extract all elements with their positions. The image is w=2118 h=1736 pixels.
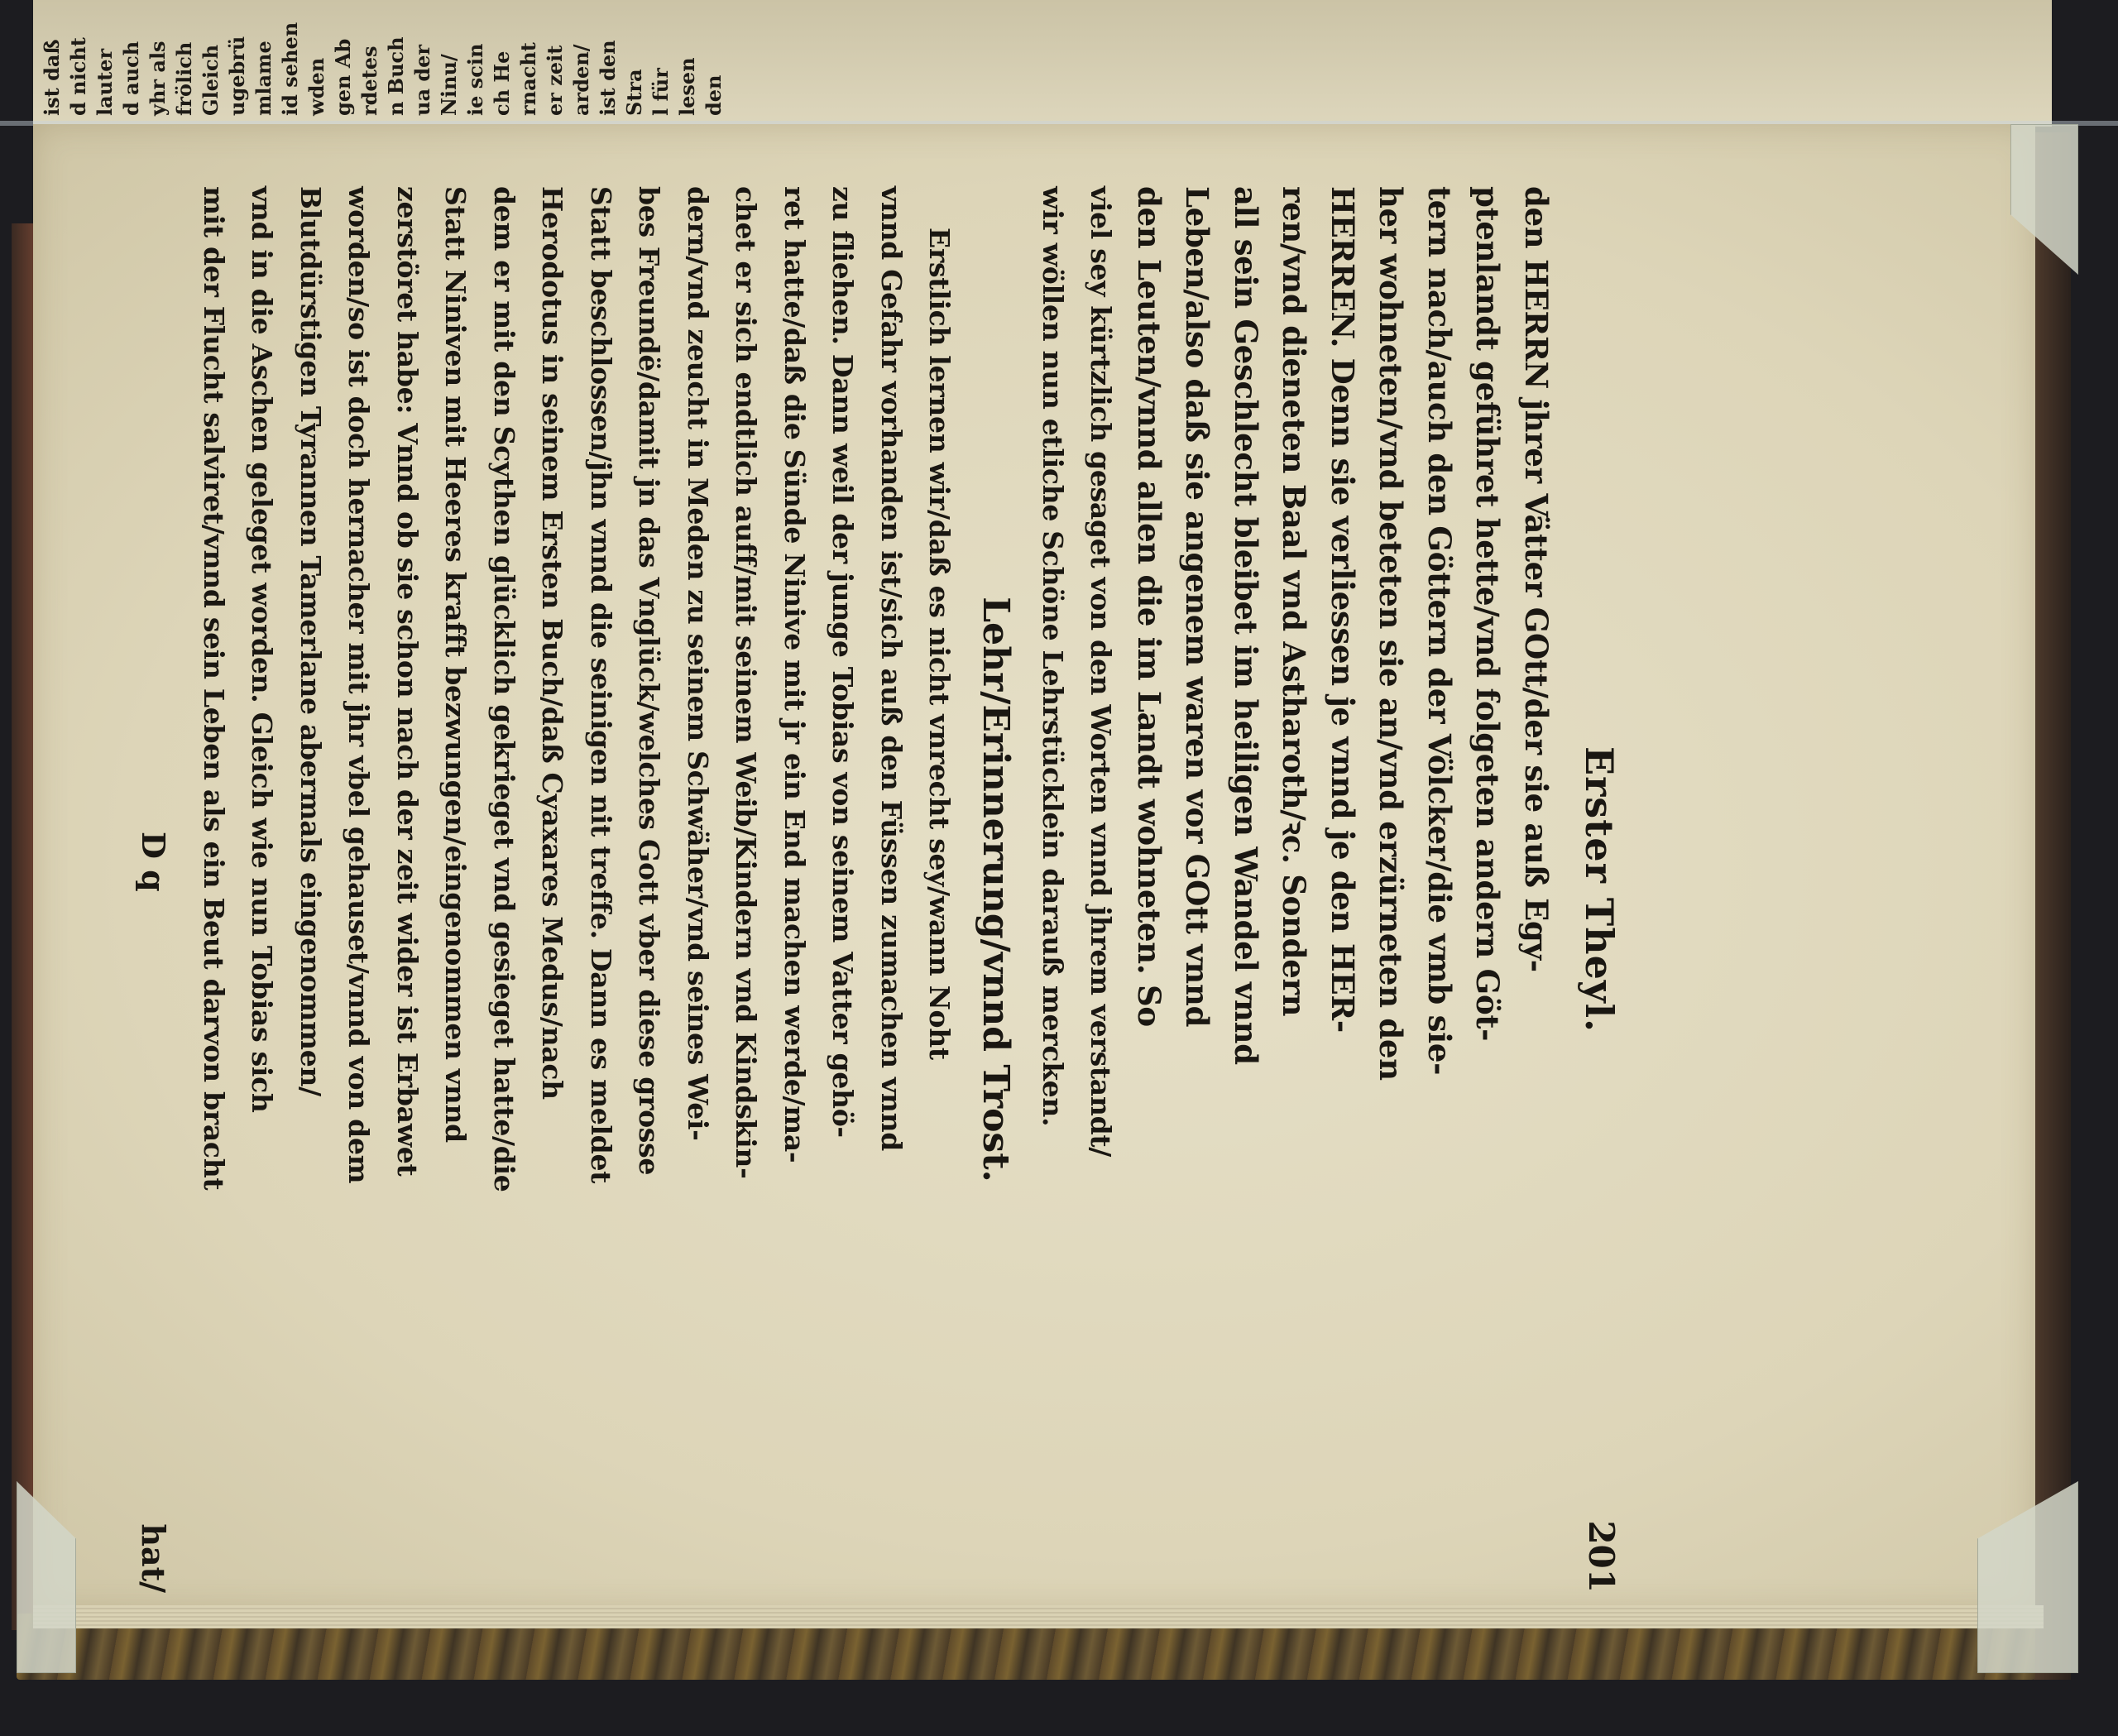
previous-page-fragment: Ninu/ <box>437 54 461 116</box>
page-text-block <box>135 186 1622 1593</box>
previous-page-fragment: ugebrü <box>225 36 249 116</box>
text-line: mit der Flucht salviret/vnnd sein Leben als ein Beut darvon bracht <box>198 186 230 1191</box>
text-line: Erstlich lernen wir/daß es nicht vnrecht sey/wann Noht <box>923 228 956 1060</box>
previous-page-fragment: d nicht <box>66 37 90 116</box>
previous-page-fragment: yhr als <box>146 41 170 116</box>
previous-page-fragment: ua der <box>410 44 434 116</box>
text-line: Blutdürstigen Tyrannen Tamerlane abermals eingenommen/ <box>295 186 327 1096</box>
previous-page-fragment: l für <box>649 68 673 116</box>
previous-page-fragment: wden <box>304 57 328 116</box>
text-line: ret hatte/daß die Sünde Ninive mit jr ein End machen werde/ma- <box>779 186 811 1163</box>
text-line: Leben/also daß sie angenem waren vor GOtt vnnd <box>1179 186 1216 1028</box>
text-line: ren/vnd dieneten Baal vnd Astharoth/ꝛc. Sondern <box>1276 186 1313 1017</box>
previous-page-fragment: ch He <box>490 50 514 116</box>
running-head: Erster Theyl. <box>1577 746 1622 1033</box>
previous-page-fragment: ist daß <box>40 39 64 116</box>
previous-page-fragment: den <box>702 74 726 116</box>
previous-page-fragment: n Buch <box>384 36 408 116</box>
text-line: Statt Niniven mit Heeres krafft bezwungen/eingenommen vnnd <box>439 186 472 1143</box>
text-line: HERREN. Denn sie verliessen je vnnd je den HER- <box>1325 186 1361 1033</box>
book-cover-right-edge <box>2034 132 2071 1680</box>
text-line: vnnd Gefahr vorhanden ist/sich auß den Füssen zumachen vnnd <box>875 186 908 1152</box>
text-line: zu fliehen. Dann weil der junge Tobias von seinem Vatter gehö- <box>827 186 860 1138</box>
text-line: den Leuten/vnnd allen die im Landt wohneten. So <box>1131 186 1167 1027</box>
page-footer <box>123 186 173 1593</box>
text-line: her wohneten/vnd beteten sie an/vnd erzürneten den <box>1373 186 1410 1081</box>
text-line: tern nach/auch den Göttern der Völcker/die vmb sie- <box>1421 186 1458 1076</box>
text-line: Herodotus in seinem Ersten Buch/daß Cyaxares Medus/nach <box>536 186 569 1100</box>
text-line: wir wöllen nun etliche Schöne Lehrstücklein darauß mercken. <box>1037 186 1069 1127</box>
previous-page-fragment: mlame <box>252 41 276 116</box>
page-header <box>1575 186 1622 1593</box>
text-line: worden/so ist doch hernacher mit jhr vbel gehauset/vnnd von dem <box>343 186 376 1184</box>
text-line: dem er mit den Scythen glücklich gekrieget vnd gesieget hatte/die <box>488 186 520 1192</box>
previous-page-fragment: ie scin <box>463 43 487 116</box>
previous-page-fragment: arden/ <box>569 44 593 116</box>
text-line: vnd in die Aschen geleget worden. Gleich wie nun Tobias sich <box>246 186 279 1113</box>
text-line: chet er sich endtlich auff/mit seinem Weib/Kindern vnd Kindskin- <box>730 186 763 1179</box>
previous-page-fragment: rnacht <box>516 42 540 116</box>
previous-page-fragment: id sehen <box>278 22 302 116</box>
previous-page-fragment: rdetes <box>357 46 381 116</box>
previous-page-fragment: gen Ab <box>331 38 355 116</box>
paragraph-2 <box>189 186 964 1593</box>
text-line: all sein Geschlecht bleibet im heiligen Wandel vnnd <box>1228 186 1264 1065</box>
previous-page-fragment: d auch <box>119 41 143 116</box>
text-line: viel sey kürtzlich gesaget von den Worten vnnd jhrem verstandt/ <box>1085 186 1118 1158</box>
previous-page-fragment: Stra <box>622 69 646 116</box>
catchword: hat/ <box>135 1523 173 1593</box>
previous-page-fragment: lauter <box>93 48 117 116</box>
previous-page-fragment: frölich <box>172 41 196 116</box>
text-line: den HERRN jhrer Vätter GOtt/der sie auß Egy- <box>1518 186 1555 972</box>
signature-mark: D q <box>135 832 173 892</box>
text-line: Statt beschlossen/jhn vnnd die seinigen nit treffe. Dann es meldet <box>585 186 617 1184</box>
previous-page-fragment: er zeit <box>543 45 567 116</box>
page-number: 201 <box>1581 1520 1622 1593</box>
previous-page-fragment: Gleich <box>199 44 223 116</box>
section-heading: Lehr/Erinnerung/vnnd Trost. <box>975 597 1018 1182</box>
text-line: zerstöret habe: Vnnd ob sie schon nach der zeit wider ist Erbawet <box>391 186 424 1177</box>
text-line: dern/vnd zeucht in Meden zu seinem Schwäher/vnd seines Wei- <box>682 186 714 1141</box>
previous-page-strip <box>33 0 2052 127</box>
text-line: bes Freundë/damit jn das Vnglück/welches Gott vber diese grosse <box>633 186 666 1176</box>
previous-page-fragment: ist den <box>596 40 620 116</box>
page-edges <box>33 1605 2044 1628</box>
text-line: ptenlandt geführet hette/vnd folgeten andern Göt- <box>1469 186 1507 1042</box>
paragraph-1 <box>1028 186 1561 1593</box>
previous-page-fragment: lesen <box>675 57 699 116</box>
